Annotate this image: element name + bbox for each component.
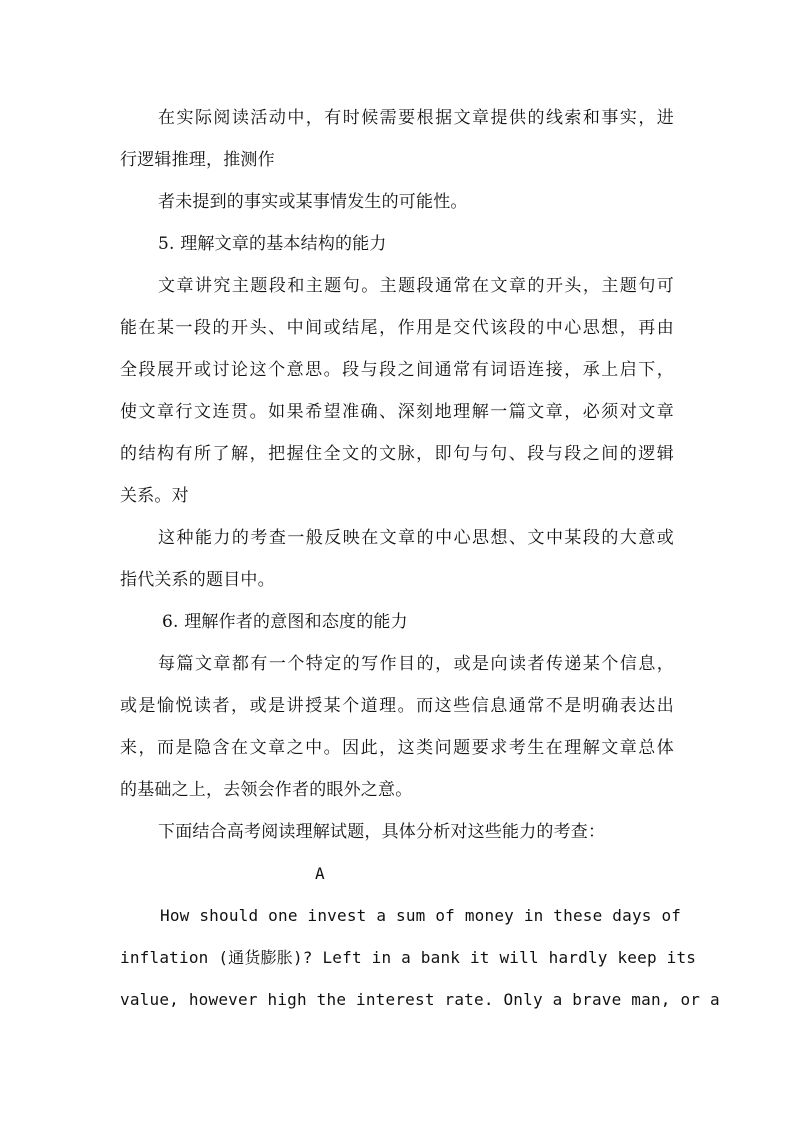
passage-line: inflation (通货膨胀)? Left in a bank it will hardly keep its [120, 948, 697, 967]
paragraph-line: 能在某一段的开头、中间或结尾，作用是交代该段的中心思想，再由 [120, 318, 674, 338]
paragraph-line: 使文章行文连贯。如果希望准确、深刻地理解一篇文章，必须对文章 [120, 402, 674, 422]
paragraph-line: 下面结合高考阅读理解试题，具体分析对这些能力的考查： [158, 822, 606, 842]
passage-label: A [315, 864, 325, 883]
paragraph-line: 关系。对 [120, 486, 189, 506]
paragraph-line: 全段展开或讨论这个意思。段与段之间通常有词语连接，承上启下， [120, 360, 674, 380]
paragraph-line: 的结构有所了解，把握住全文的文脉，即句与句、段与段之间的逻辑 [120, 444, 674, 464]
paragraph-line: 指代关系的题目中。 [120, 570, 275, 590]
paragraph-line: 行逻辑推理，推测作 [120, 150, 275, 170]
section-heading: 5. 理解文章的基本结构的能力 [158, 234, 387, 254]
paragraph-line: 每篇文章都有一个特定的写作目的，或是向读者传递某个信息， [158, 654, 674, 674]
paragraph-line: 或是愉悦读者，或是讲授某个道理。而这些信息通常不是明确表达出 [120, 696, 674, 716]
passage-line: How should one invest a sum of money in these days of [160, 906, 682, 925]
passage-line: value, however high the interest rate. Only a brave man, or a [120, 990, 720, 1009]
paragraph-line: 这种能力的考查一般反映在文章的中心思想、文中某段的大意或 [158, 528, 674, 548]
paragraph-line: 在实际阅读活动中，有时候需要根据文章提供的线索和事实，进 [158, 108, 674, 128]
paragraph-line: 的基础之上，去领会作者的眼外之意。 [120, 780, 413, 800]
paragraph-line: 文章讲究主题段和主题句。主题段通常在文章的开头，主题句可 [158, 276, 674, 296]
paragraph-line: 来，而是隐含在文章之中。因此，这类问题要求考生在理解文章总体 [120, 738, 674, 758]
section-heading: 6. 理解作者的意图和态度的能力 [162, 612, 408, 632]
paragraph-line: 者未提到的事实或某事情发生的可能性。 [158, 192, 468, 212]
